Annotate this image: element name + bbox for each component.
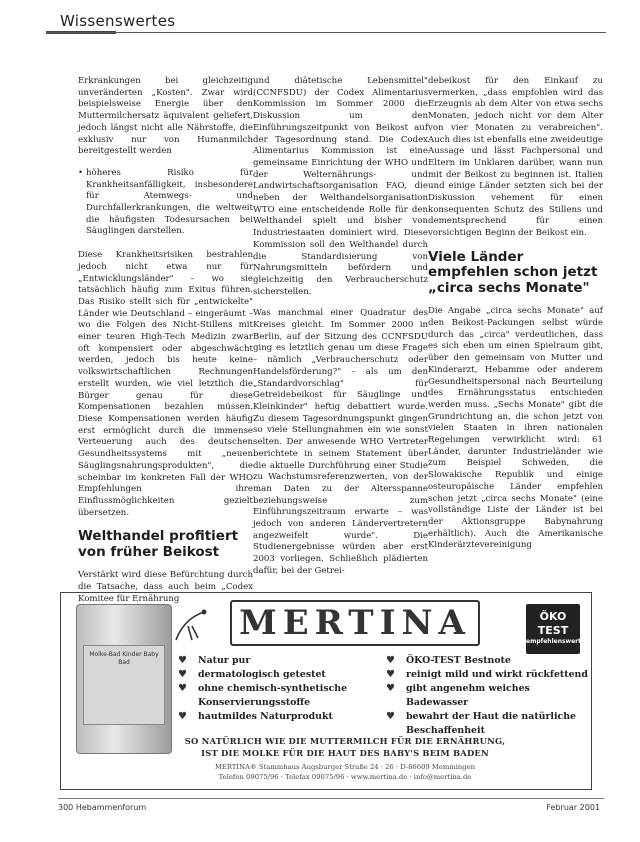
article-column-3 [428, 76, 603, 562]
column-2-paragraph-2: Was manchmal einer Quadratur des Kreises gleicht. Im Sommer 2000 in Berlin, auf der Sitzung des CCNFSDU ging es letztlich genau um diese Frage – nämlich „Verbraucherschutz oder Handelsförderung?" – als um den „Standardvorschlag" für Getreidebeikost für Säuglinge und Kleinkinder" heftig debattiert wurde. Zu diesem Tagesordnungspunkt gingen so viele Stellungnahmen ein wie sonst selten. Der anwesende WHO Vertreter berichtete in seinem Statement über die aktuelle Durchführung einer Studie zu Wachstumsreferenzwerten, von der man Daten zu der Altersspanne beziehungsweise zum Einführungszeitraum erwarte – was jedoch von anderen Ländervertretern angezweifelt wurde". Die Studienergebnisse würden aber erst 2003 vorliegen. Schließlich plädierten dafür, bei der Getrei- [253, 308, 428, 576]
feature-item: ♥ ohne chemisch-synthetische Konservierungsstoffe [178, 683, 348, 708]
badge-title: ÖKO TEST [537, 610, 569, 637]
tagline-line-1: SO NATÜRLICH WIE DIE MUTTERMILCH FÜR DIE ERNÄHRUNG, [184, 736, 506, 746]
column-2-paragraph-1: und diätetische Lebensmittel" (CCNFSDU) der Codex Alimentarius Kommission im Sommer 2000 die Diskussion um den Einführungszeitpunkt von Beikost auf der Tagesordnung stand. Die Codex Alimentarius Kommission ist eine gemeinsame Einrichtung der WHO und der Welternährungs- und Landwirtschaftsorganisation FAO, die neben der Welthandelsorganisation WTO eine entscheidende Rolle für den Welthandel spielt und bisher von Industriestaaten dominiert wird. Diese Kommission soll den Welthandel durch die Standardisierung von Nahrungsmitteln befördern und gleichzeitig den Verbraucherschutz sicherstellen. [253, 76, 428, 297]
feature-list-left [176, 654, 406, 724]
column-3-paragraph-1: debeikost für den Einkauf zu vermerken, „dass empfohlen wird das Erzeugnis ab dem Alter von etwa sechs Monaten, jedoch nicht vor dem Alter von vier Monaten zu verabreichen". Auch dies ist ebenfalls eine zweideutige Aussage und lässt Fachpersonal und Eltern im Unklaren darüber, wann nun mit der Beikost zu beginnen ist. Italien und einige Länder setzten sich bei der Diskussion vehement für einen konsequenten Schutz des Stillens und dementsprechend für einen vorsichtigen Beginn der Beikost ein. [428, 76, 603, 239]
footer-page-info: 300 Hebammenforum [58, 803, 147, 812]
ad-address [150, 762, 540, 782]
brand-logo: MERTINA [230, 600, 480, 646]
oeko-test-badge [526, 604, 580, 654]
header-rule [46, 32, 606, 33]
section-title: Wissenswertes [60, 12, 176, 30]
footer-date: Februar 2001 [546, 803, 600, 812]
heart-icon: ♥ [178, 655, 187, 666]
ad-tagline [150, 735, 540, 759]
heart-icon: ♥ [178, 683, 187, 694]
feature-item: ♥ hautmildes Naturprodukt [178, 711, 333, 722]
feature-item: ♥ reinigt mild und wirkt rückfettend [386, 669, 588, 680]
feature-item: ♥ bewahrt der Haut die natürliche Beschaffenheit [386, 711, 577, 736]
heart-icon: ♥ [386, 711, 395, 722]
heart-icon: ♥ [178, 669, 187, 680]
heart-icon: ♥ [386, 683, 395, 694]
feature-item: ♥ ÖKO-TEST Bestnote [386, 655, 511, 666]
subheading-viele-laender: Viele Länder empfehlen schon jetzt „circa sechs Monate" [428, 248, 598, 296]
feature-item: ♥ Natur pur [178, 655, 251, 666]
bullet-item: • höheres Risiko für Krankheitsanfälligkeit, insbesondere für Atemwegs- und Durchfallerkrankungen, die weltweit die häufigsten Todesursachen bei Säuglingen darstellen. [78, 168, 253, 238]
column-1-paragraph-2: Diese Krankheitsrisiken bestrahlen jedoch nicht etwa nur für „Entwicklungsländer" – wo sie tatsächlich häufig zum Exitus führen. Das Risiko stellt sich für „entwickelte" Länder wie Deutschland – eingeräumt – wo die Folgen des Nicht-Stillens mit einer teuren High-Tech Medizin zwar oft kompensiert oder abgeschwächt werden, jedoch bis heute keine volkswirtschaftlichen Rechnungen erstellt wurden, wie viel letztlich die Bürger genau für diese Kompensationen bezahlen müssen. Diese Kompensationen werden häufig erst ermöglicht durch die immense Verteuerung auch des deutschen Gesundheitssystems mit „neuen Säuglingsnahrungsprodukten", die scheinbar im konkreten Fall der WHO Empfehlungen ihre Einflussmöglichkeiten gezielt übersetzen. [78, 250, 253, 518]
address-line-2: Telefon 09075/96 · Telefax 09075/96 · www.mertina.de · info@mertina.de [218, 773, 472, 781]
column-3-paragraph-2: Die Angabe „circa sechs Monate" auf den Beikost-Packungen selbst würde durch das „circa" verdeutlichen, dass es sich eben um einen Spielraum gibt, über den gemeinsam von Mutter und Kinderarzt, Hebamme oder anderem Gesundheitspersonal nach Beurteilung des Ernährungsstatus entschieden werden muss. „Sechs Monate" gibt die Grundrichtung an, die schon jetzt von vielen Staaten in ihren nationalen Regelungen verwirklicht wird: 61 Länder, darunter Industrieländer wie zum Beispiel Schweden, die Slowakische Republik und einige osteuropäische Länder empfehlen schon jetzt „circa sechs Monate" (eine vollständige Liste der Länder ist bei der Aktionsgruppe Babynahrung erhältlich). Auch die Amerikanische Kinderärztevereinigung [428, 306, 603, 551]
product-bottle-image [76, 604, 172, 754]
heart-icon: ♥ [386, 669, 395, 680]
product-label-text: Molke-Bad Kinder Baby Bad [89, 651, 159, 666]
article-column-1 [78, 76, 253, 615]
feature-item: ♥ gibt angenehm weiches Badewasser [386, 683, 530, 708]
address-line-1: MERTINA® Stammhaus Augsburger Straße 24 · 26 · D-86609 Memmingen [214, 763, 476, 771]
stork-logo-icon [168, 604, 212, 648]
heart-icon: ♥ [178, 711, 187, 722]
article-column-2 [253, 76, 428, 588]
tagline-line-2: IST DIE MOLKE FÜR DIE HAUT DES BABY'S BEIM BADEN [201, 748, 489, 758]
column-1-paragraph-3: Verstärkt wird diese Befürchtung durch die Tatsache, dass auch beim „Codex Komitee für Ernährung [78, 570, 253, 604]
footer-rule [58, 798, 604, 799]
heart-icon: ♥ [386, 655, 395, 666]
subheading-welthandel: Welthandel profitiert von früher Beikost [78, 528, 239, 560]
column-1-bullets [78, 168, 253, 238]
feature-item: ♥ dermatologisch getestet [178, 669, 326, 680]
badge-subtitle: empfehlenswert [526, 638, 581, 645]
feature-list-right [384, 654, 594, 738]
column-1-intro: Erkrankungen bei gleichzeitig unveränderten „Kosten". Zwar wird beispielsweise Energie über den Muttermilchersatz äquivalent geliefert, jedoch längst nicht alle Nährstoffe, die exklusiv nur von Humanmilch bereitgestellt werden [78, 76, 253, 157]
